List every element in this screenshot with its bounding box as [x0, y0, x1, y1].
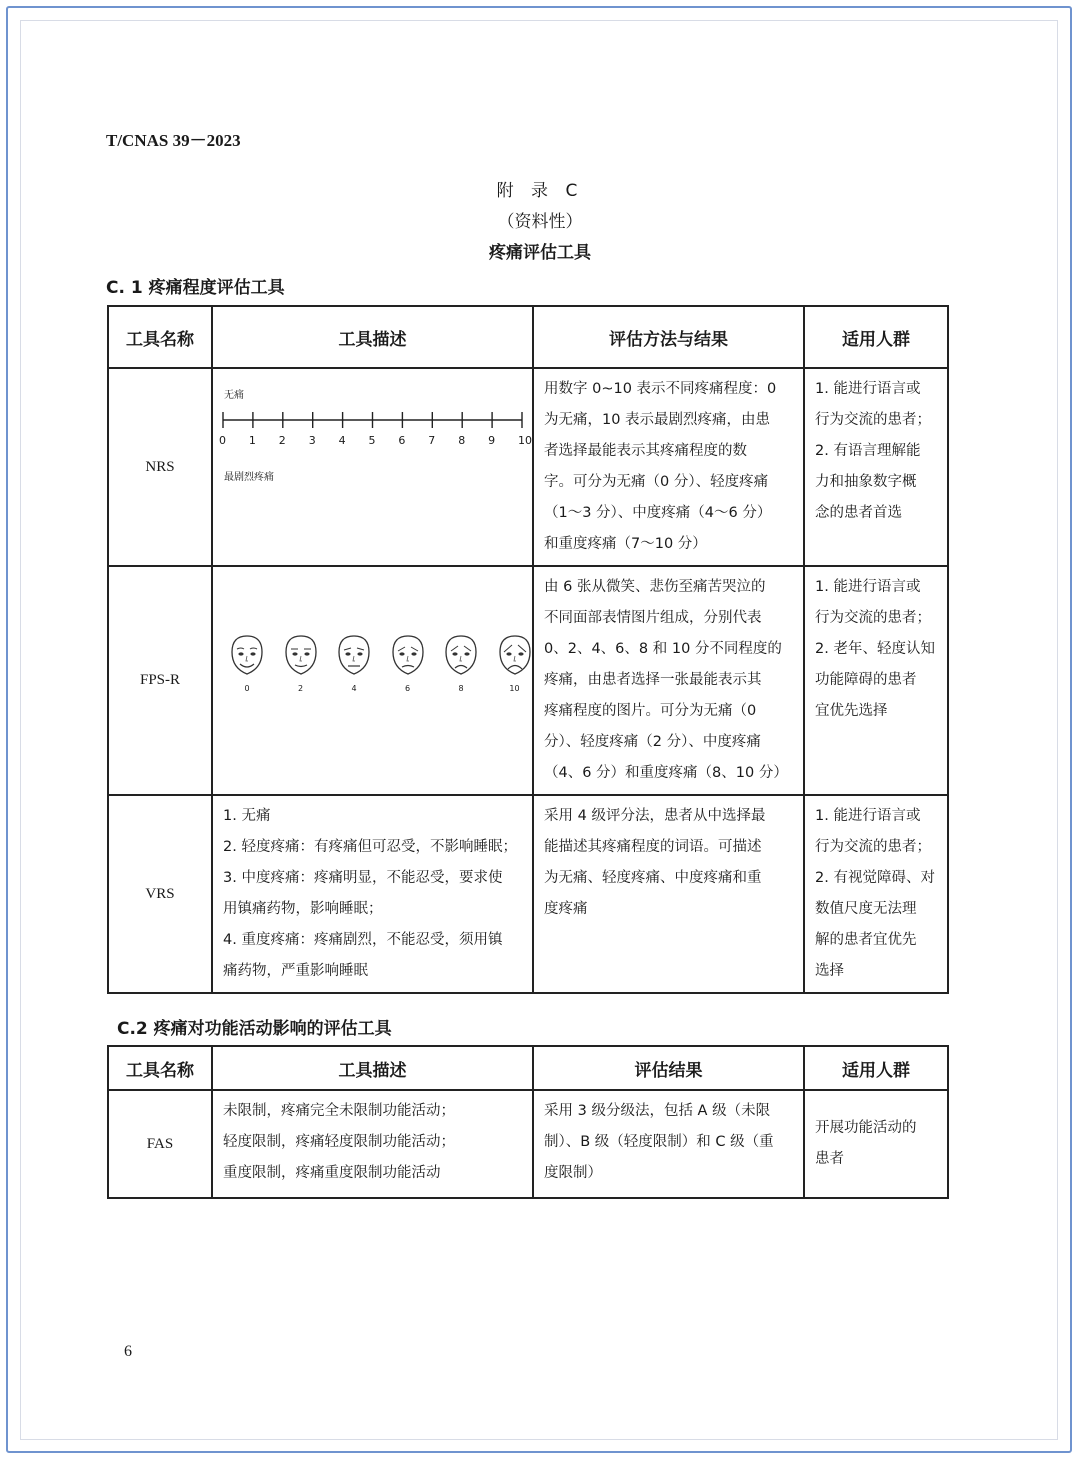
text-line: 分）、轻度疼痛（2 分）、中度疼痛 — [544, 734, 761, 750]
text-line: 选择 — [815, 963, 844, 979]
table-row-nrs — [108, 368, 948, 566]
nrs-label-worst: 最剧烈疼痛 — [224, 472, 274, 483]
text-line: 2. 老年、轻度认知 — [815, 641, 935, 657]
table-header-row — [108, 1046, 948, 1090]
text-line: 轻度限制，疼痛轻度限制功能活动； — [223, 1134, 455, 1150]
table-header-row — [108, 306, 948, 368]
text-line: 4. 重度疼痛：疼痛剧烈，不能忍受，须用镇 — [223, 932, 503, 948]
text-line: 1. 能进行语言或 — [815, 808, 921, 824]
tool-name-vrs: VRS — [108, 795, 212, 993]
face-icon — [281, 632, 321, 678]
nrs-tick-label: 3 — [308, 434, 316, 447]
text-line: 解的患者宜优先 — [815, 932, 917, 948]
vrs-description — [212, 795, 533, 993]
nrs-tick-label: 10 — [518, 434, 532, 447]
tool-name-fas: FAS — [108, 1090, 212, 1198]
text-line: 行为交流的患者； — [815, 412, 931, 428]
face-10 — [495, 632, 535, 693]
tool-name-fpsr: FPS-R — [108, 566, 212, 795]
appendix-heading: 疼痛评估工具 — [489, 243, 591, 263]
text-line: 疼痛程度的图片。可分为无痛（0 — [544, 703, 757, 719]
faces-scale — [213, 568, 532, 793]
text-line: 未限制，疼痛完全未限制功能活动； — [223, 1103, 455, 1119]
face-score: 8 — [458, 684, 464, 693]
nrs-ruler — [213, 406, 533, 432]
face-icon — [495, 632, 535, 678]
nrs-tick-label: 9 — [488, 434, 496, 447]
nrs-label-none: 无痛 — [224, 390, 244, 401]
text-line: 重度限制，疼痛重度限制功能活动 — [223, 1165, 441, 1181]
face-8 — [441, 632, 481, 693]
face-4 — [334, 632, 374, 693]
face-icon — [334, 632, 374, 678]
table-row-fpsr — [108, 566, 948, 795]
face-icon — [441, 632, 481, 678]
text-line: 字。可分为无痛（0 分）、轻度疼痛 — [544, 474, 769, 490]
face-icon — [388, 632, 428, 678]
text-line: 宜优先选择 — [815, 703, 888, 719]
tool-name-nrs: NRS — [108, 368, 212, 566]
text-line: 行为交流的患者； — [815, 839, 931, 855]
text-line: 功能障碍的患者 — [815, 672, 917, 688]
text-line: 度限制） — [544, 1165, 602, 1181]
text-line: 痛药物，严重影响睡眠 — [223, 963, 368, 979]
text-line: （1～3 分）、中度疼痛（4～6 分） — [544, 505, 772, 521]
pain-intensity-table — [107, 305, 949, 994]
section1-title: C. 1 疼痛程度评估工具 — [106, 278, 285, 298]
function-activity-table — [107, 1045, 949, 1199]
text-line: 为无痛、轻度疼痛、中度疼痛和重 — [544, 870, 762, 886]
appendix-title: 附 录 C — [496, 181, 584, 201]
text-line: 2. 有语言理解能 — [815, 443, 921, 459]
col-header-population: 适用人群 — [804, 1046, 948, 1090]
vrs-population — [804, 795, 948, 993]
text-line: 念的患者首选 — [815, 505, 902, 521]
text-line: 3. 中度疼痛：疼痛明显，不能忍受，要求使 — [223, 870, 503, 886]
nrs-description — [212, 368, 533, 566]
text-line: 行为交流的患者； — [815, 610, 931, 626]
nrs-tick-label: 7 — [428, 434, 436, 447]
col-header-population: 适用人群 — [804, 306, 948, 368]
nrs-tick-label: 5 — [368, 434, 376, 447]
page-number: 6 — [124, 1343, 132, 1360]
col-header-name: 工具名称 — [108, 306, 212, 368]
nrs-scale — [213, 372, 532, 562]
face-6 — [388, 632, 428, 693]
nrs-method — [533, 368, 804, 566]
col-header-method: 评估方法与结果 — [533, 306, 804, 368]
text-line: 疼痛，由患者选择一张最能表示其 — [544, 672, 762, 688]
face-score: 6 — [404, 684, 411, 693]
text-line: 用数字 0~10 表示不同疼痛程度：0 — [544, 381, 777, 397]
text-line: 1. 能进行语言或 — [815, 579, 921, 595]
face-0 — [227, 632, 267, 693]
text-line: 度疼痛 — [544, 901, 588, 917]
text-line: （4、6 分）和重度疼痛（8、10 分） — [544, 765, 788, 781]
text-line: 0、2、4、6、8 和 10 分不同程度的 — [544, 641, 782, 657]
text-line: 2. 轻度疼痛：有疼痛但可忍受，不影响睡眠； — [223, 839, 517, 855]
fas-description — [212, 1090, 533, 1198]
col-header-description: 工具描述 — [212, 306, 533, 368]
fpsr-method — [533, 566, 804, 795]
nrs-tick-label: 4 — [338, 434, 346, 447]
nrs-tick-label: 0 — [219, 434, 226, 447]
text-line: 采用 4 级评分法，患者从中选择最 — [544, 808, 766, 824]
document-code: T/CNAS 39－2023 — [106, 131, 241, 150]
table-row-vrs — [108, 795, 948, 993]
face-score: 4 — [351, 684, 357, 693]
face-icon — [227, 632, 267, 678]
fas-population — [804, 1090, 948, 1198]
text-line: 用镇痛药物，影响睡眠； — [223, 901, 383, 917]
section2-title: C.2 疼痛对功能活动影响的评估工具 — [117, 1019, 392, 1039]
nrs-tick-label: 1 — [248, 434, 256, 447]
text-line: 2. 有视觉障碍、对 — [815, 870, 935, 886]
text-line: 制）、B 级（轻度限制）和 C 级（重 — [544, 1134, 774, 1150]
text-line: 数值尺度无法理 — [815, 901, 917, 917]
table-row-fas — [108, 1090, 948, 1198]
face-score: 10 — [509, 684, 520, 693]
text-line: 能描述其疼痛程度的词语。可描述 — [544, 839, 762, 855]
text-line: 者选择最能表示其疼痛程度的数 — [544, 443, 747, 459]
text-line: 患者 — [815, 1151, 844, 1167]
text-line: 1. 能进行语言或 — [815, 381, 921, 397]
col-header-result: 评估结果 — [533, 1046, 804, 1090]
text-line: 不同面部表情图片组成，分别代表 — [544, 610, 762, 626]
nrs-tick-label: 6 — [398, 434, 406, 447]
nrs-tick-label: 8 — [458, 434, 466, 447]
fpsr-population — [804, 566, 948, 795]
nrs-tick-label: 2 — [278, 434, 286, 447]
face-score: 0 — [244, 684, 250, 693]
vrs-method — [533, 795, 804, 993]
text-line: 和重度疼痛（7～10 分） — [544, 536, 707, 552]
face-score: 2 — [297, 684, 304, 693]
col-header-name: 工具名称 — [108, 1046, 212, 1090]
fas-result — [533, 1090, 804, 1198]
text-line: 采用 3 级分级法，包括 A 级（未限 — [544, 1103, 771, 1119]
face-2 — [281, 632, 321, 693]
text-line: 开展功能活动的 — [815, 1120, 917, 1136]
col-header-description: 工具描述 — [212, 1046, 533, 1090]
fpsr-description — [212, 566, 533, 795]
text-line: 由 6 张从微笑、悲伤至痛苦哭泣的 — [544, 579, 766, 595]
text-line: 力和抽象数字概 — [815, 474, 917, 490]
nrs-population — [804, 368, 948, 566]
text-line: 1. 无痛 — [223, 808, 271, 824]
appendix-subtitle: （资料性） — [497, 212, 583, 232]
text-line: 为无痛，10 表示最剧烈疼痛，由患 — [544, 412, 771, 428]
